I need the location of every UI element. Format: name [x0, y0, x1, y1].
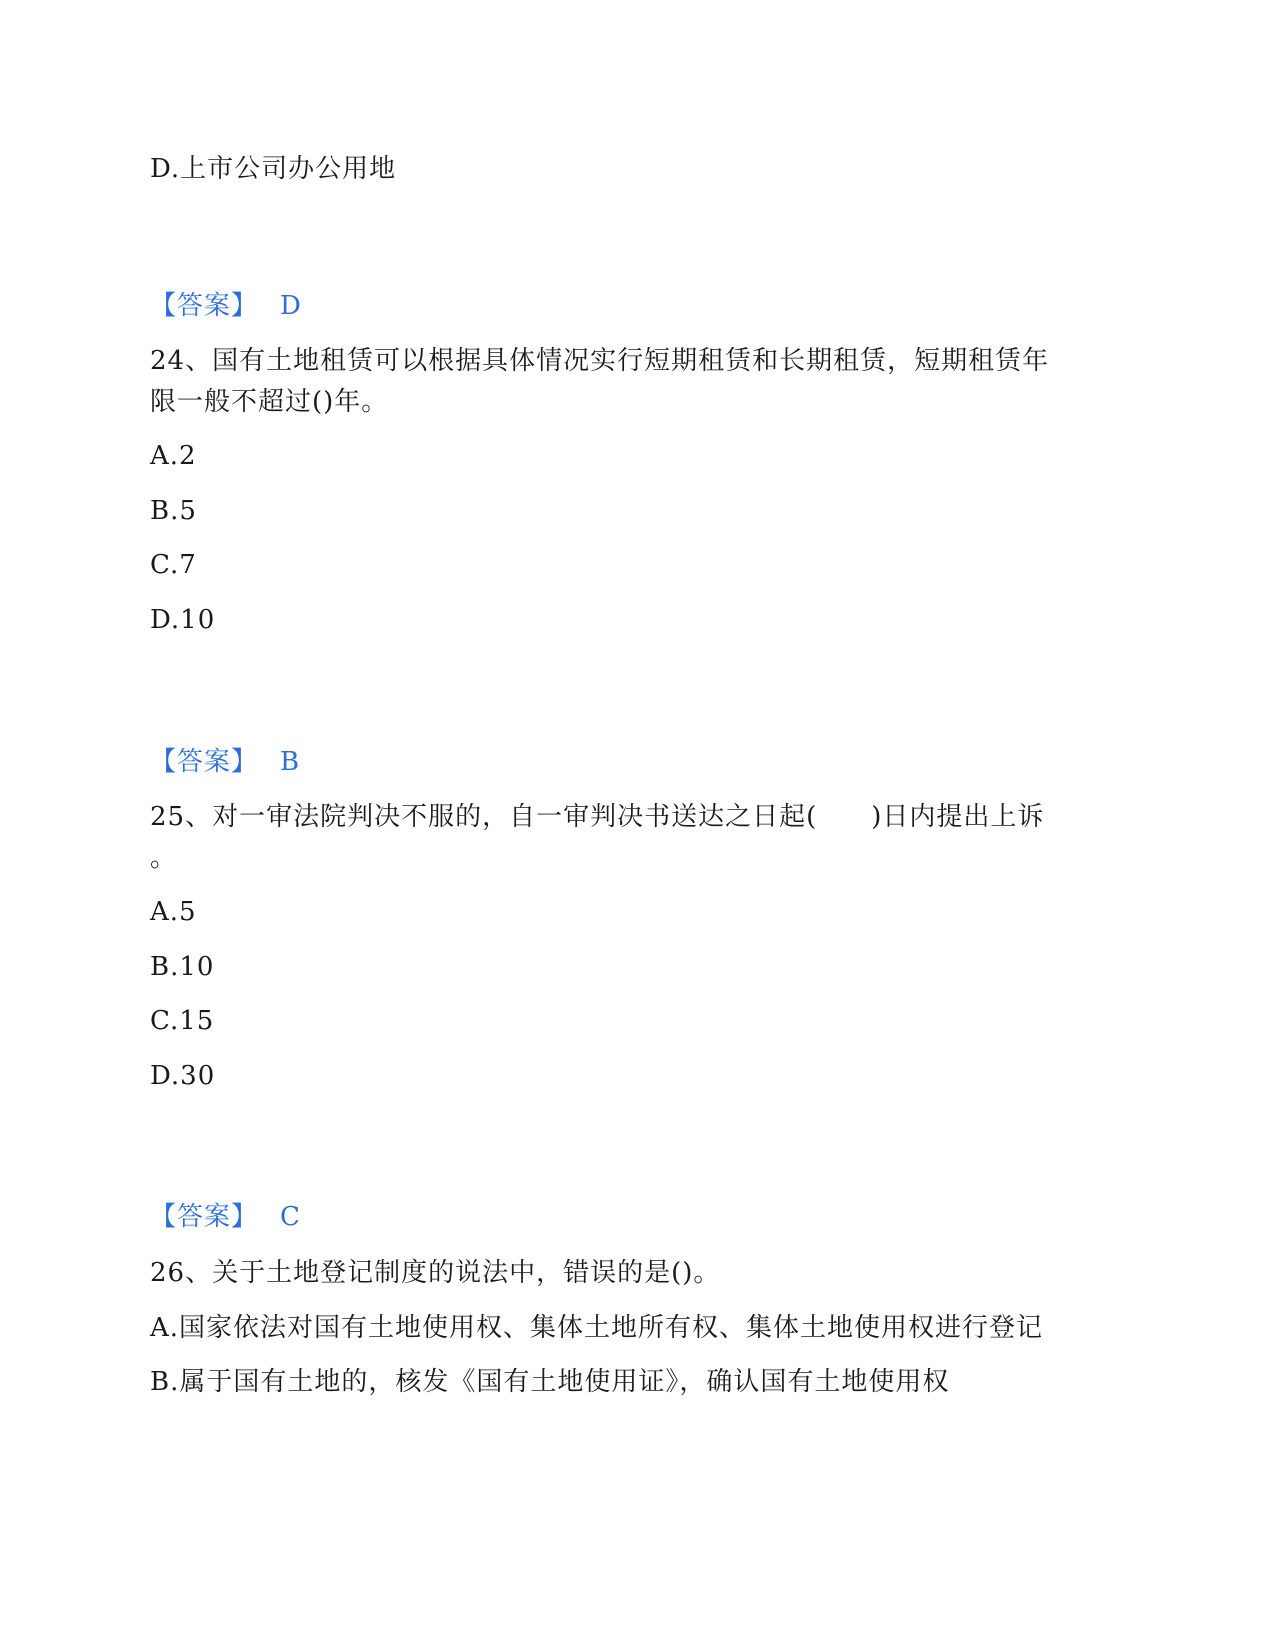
- answer-label: 【答案】: [150, 1202, 259, 1232]
- answer-value: B: [280, 747, 301, 777]
- answer-label: 【答案】: [150, 291, 259, 321]
- q25-option-b: B.10: [150, 952, 215, 982]
- q25-stem-line1: 25、对一审法院判决不服的，自一审判决书送达之日起( )日内提出上诉: [150, 802, 1045, 832]
- q25-option-a: A.5: [150, 897, 197, 927]
- answer-label: 【答案】: [150, 747, 259, 777]
- answer-q24: [150, 745, 300, 779]
- answer-q25: [150, 1200, 301, 1234]
- q25-option-c: C.15: [150, 1006, 215, 1036]
- answer-q23: [150, 289, 302, 323]
- q24-option-d: D.10: [150, 605, 216, 635]
- q24-option-a: A.2: [150, 441, 197, 471]
- q24-stem-line1: 24、国有土地租赁可以根据具体情况实行短期租赁和长期租赁，短期租赁年: [150, 346, 1050, 376]
- q24-stem-line2: 限一般不超过()年。: [150, 387, 389, 417]
- answer-value: C: [280, 1202, 301, 1232]
- q24-option-c: C.7: [150, 550, 197, 580]
- q25-option-d: D.30: [150, 1061, 216, 1091]
- answer-value: D: [280, 291, 302, 321]
- q26-option-a: A.国家依法对国有土地使用权、集体土地所有权、集体土地使用权进行登记: [150, 1313, 1044, 1343]
- q24-option-b: B.5: [150, 496, 197, 526]
- q26-option-b: B.属于国有土地的，核发《国有土地使用证》，确认国有土地使用权: [150, 1367, 950, 1397]
- q23-option-d: D.上市公司办公用地: [150, 154, 397, 184]
- q26-stem: 26、关于土地登记制度的说法中，错误的是()。: [150, 1258, 721, 1288]
- q25-stem-line2: 。: [150, 843, 178, 873]
